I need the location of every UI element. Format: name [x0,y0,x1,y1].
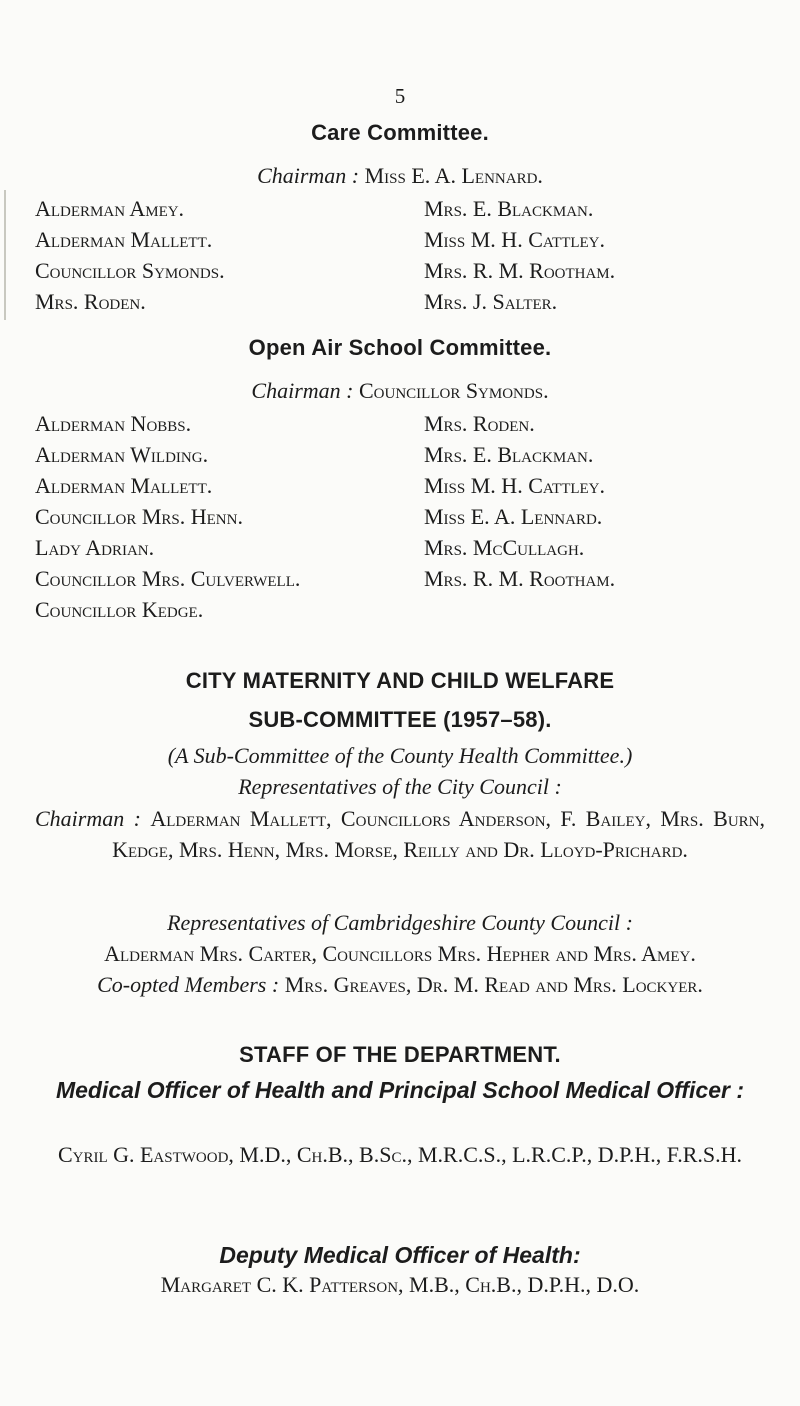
chairman-label: Chairman : [251,378,354,403]
member: Alderman Mallett. [35,473,213,498]
staff-heading: STAFF OF THE DEPARTMENT. [239,1042,561,1067]
member: Mrs. R. M. Rootham. [424,258,616,283]
chairman-label: Chairman : [35,806,141,831]
county-reps-label: Representatives of Cambridgeshire County Council : [167,910,633,935]
member: Councillor Mrs. Culverwell. [35,566,301,591]
member: Mrs. J. Salter. [424,289,558,314]
care-committee-chairman [0,163,800,189]
member: Miss E. A. Lennard. [424,504,603,529]
city-reps-paragraph [35,803,765,865]
open-air-members-right [424,408,615,594]
moh-name: Cyril G. Eastwood, M.D., Ch.B., B.Sc., M.R.C.S., L.R.C.P., D.P.H., F.R.S.H. [57,1142,743,1167]
member: Councillor Mrs. Henn. [35,504,243,529]
member: Alderman Amey. [35,196,185,221]
city-reps-label: Representatives of the City Council : [238,774,562,799]
page-number: 5 [394,84,406,108]
member: Miss M. H. Cattley. [424,227,606,252]
coopted-text: Mrs. Greaves, Dr. M. Read and Mrs. Lockyer. [284,972,703,997]
member: Alderman Mallett. [35,227,213,252]
member: Miss M. H. Cattley. [424,473,606,498]
county-reps-text: Alderman Mrs. Carter, Councillors Mrs. Hepher and Mrs. Amey. [104,941,696,966]
member: Mrs. Roden. [35,289,146,314]
member: Lady Adrian. [35,535,155,560]
open-air-committee-chairman [0,378,800,404]
chairman-name: Miss E. A. Lennard. [364,163,543,188]
maternity-subtitle: (A Sub-Committee of the County Health Committee.) [167,743,633,768]
chairman-name: Councillor Symonds. [358,378,549,403]
moh-title: Medical Officer of Health and Principal School Medical Officer : [55,1077,745,1103]
member: Mrs. R. M. Rootham. [424,566,616,591]
city-reps-text: Alderman Mallett, Councillors Anderson, F. Bailey, Mrs. Burn, Kedge, Mrs. Henn, Mrs. Morse, Reilly and Dr. Lloyd-Prichard. [112,806,766,862]
coopted-members [0,972,800,998]
member: Alderman Nobbs. [35,411,192,436]
member: Councillor Symonds. [35,258,225,283]
open-air-committee-heading: Open Air School Committee. [248,335,552,360]
member: Mrs. Roden. [424,411,535,436]
maternity-heading: CITY MATERNITY AND CHILD WELFARE [185,668,615,693]
care-committee-heading: Care Committee. [311,120,489,145]
member: Mrs. E. Blackman. [424,442,594,467]
coopted-label: Co-opted Members : [97,972,280,997]
deputy-title: Deputy Medical Officer of Health: [219,1242,581,1268]
page-edge-mark [4,190,6,320]
care-members-left [35,193,225,317]
member: Alderman Wilding. [35,442,209,467]
deputy-name: Margaret C. K. Patterson, M.B., Ch.B., D.P.H., D.O. [160,1272,640,1297]
chairman-label: Chairman : [257,163,360,188]
care-members-right [424,193,615,317]
open-air-members-left [35,408,300,625]
maternity-subheading: SUB-COMMITTEE (1957–58). [248,707,552,732]
member: Mrs. McCullagh. [424,535,585,560]
member: Mrs. E. Blackman. [424,196,594,221]
member: Councillor Kedge. [35,597,204,622]
